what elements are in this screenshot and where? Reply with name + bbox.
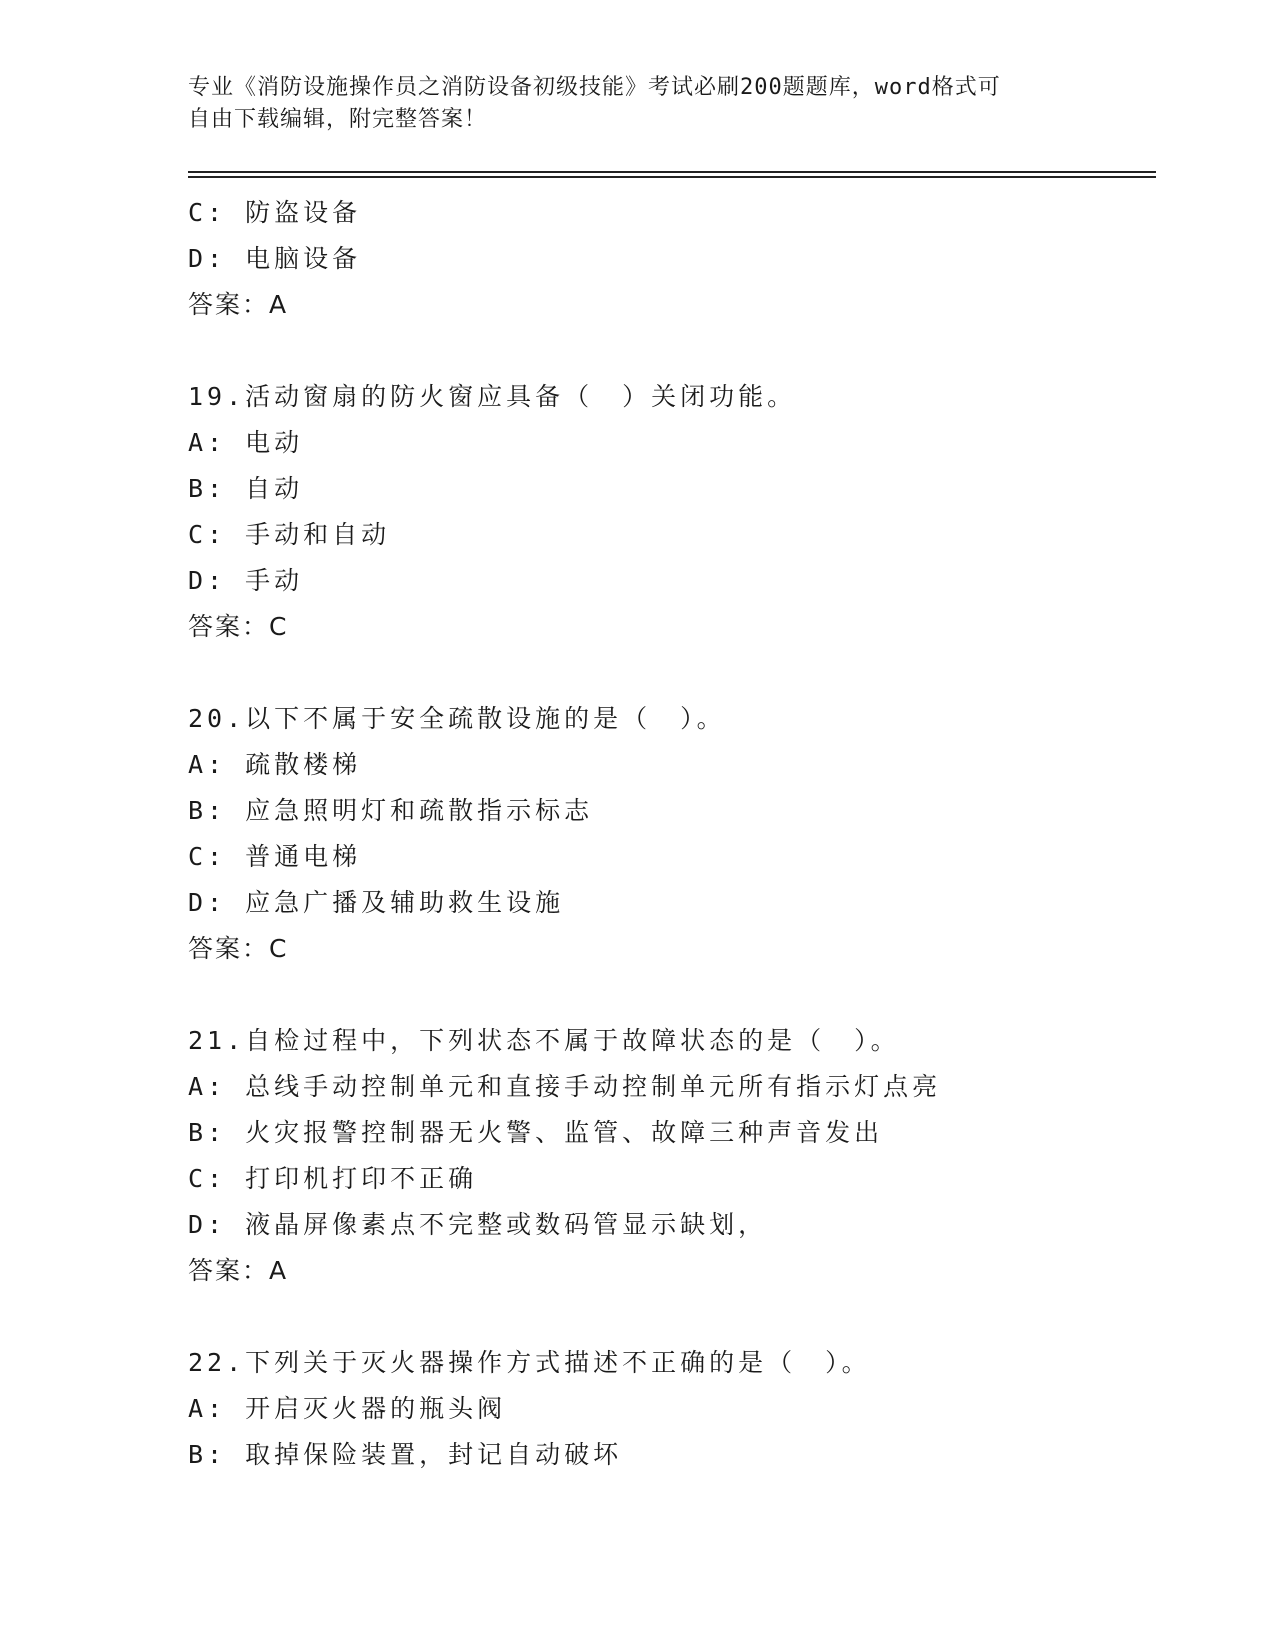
option: D: 电脑设备 xyxy=(188,244,362,273)
option: D: 手动 xyxy=(188,566,304,595)
option: D: 应急广播及辅助救生设施 xyxy=(188,888,565,917)
option: B: 自动 xyxy=(188,474,304,503)
option: B: 应急照明灯和疏散指示标志 xyxy=(188,796,594,825)
option: A: 总线手动控制单元和直接手动控制单元所有指示灯点亮 xyxy=(188,1072,942,1101)
question-list xyxy=(188,190,1156,1478)
answer: 答案：A xyxy=(188,1256,289,1285)
option: D: 液晶屏像素点不完整或数码管显示缺划， xyxy=(188,1210,768,1239)
question-22 xyxy=(188,1340,1156,1478)
option: C: 普通电梯 xyxy=(188,842,362,871)
document-header xyxy=(188,72,1088,136)
answer: 答案：C xyxy=(188,934,289,963)
option: A: 开启灭火器的瓶头阀 xyxy=(188,1394,507,1423)
option: C: 打印机打印不正确 xyxy=(188,1164,478,1193)
question-19 xyxy=(188,374,1156,650)
option: C: 防盗设备 xyxy=(188,198,362,227)
header-divider-top xyxy=(188,171,1156,173)
answer: 答案：A xyxy=(188,290,289,319)
question-20 xyxy=(188,696,1156,972)
option: B: 取掉保险装置，封记自动破坏 xyxy=(188,1440,623,1469)
question-21 xyxy=(188,1018,1156,1294)
option: B: 火灾报警控制器无火警、监管、故障三种声音发出 xyxy=(188,1118,884,1147)
option: A: 疏散楼梯 xyxy=(188,750,362,779)
header-divider-bottom xyxy=(188,176,1156,178)
header-line-2: 自由下载编辑，附完整答案！ xyxy=(188,107,488,132)
answer: 答案：C xyxy=(188,612,289,641)
question-stem: 21.自检过程中，下列状态不属于故障状态的是（ ）。 xyxy=(188,1026,900,1055)
option: A: 电动 xyxy=(188,428,304,457)
continued-question xyxy=(188,190,1156,328)
option: C: 手动和自动 xyxy=(188,520,391,549)
question-stem: 22.下列关于灭火器操作方式描述不正确的是（ ）。 xyxy=(188,1348,871,1377)
question-stem: 20.以下不属于安全疏散设施的是（ ）。 xyxy=(188,704,726,733)
question-stem: 19.活动窗扇的防火窗应具备（ ）关闭功能。 xyxy=(188,382,797,411)
header-line-1: 专业《消防设施操作员之消防设备初级技能》考试必刷200题题库，word格式可 xyxy=(188,75,1001,100)
